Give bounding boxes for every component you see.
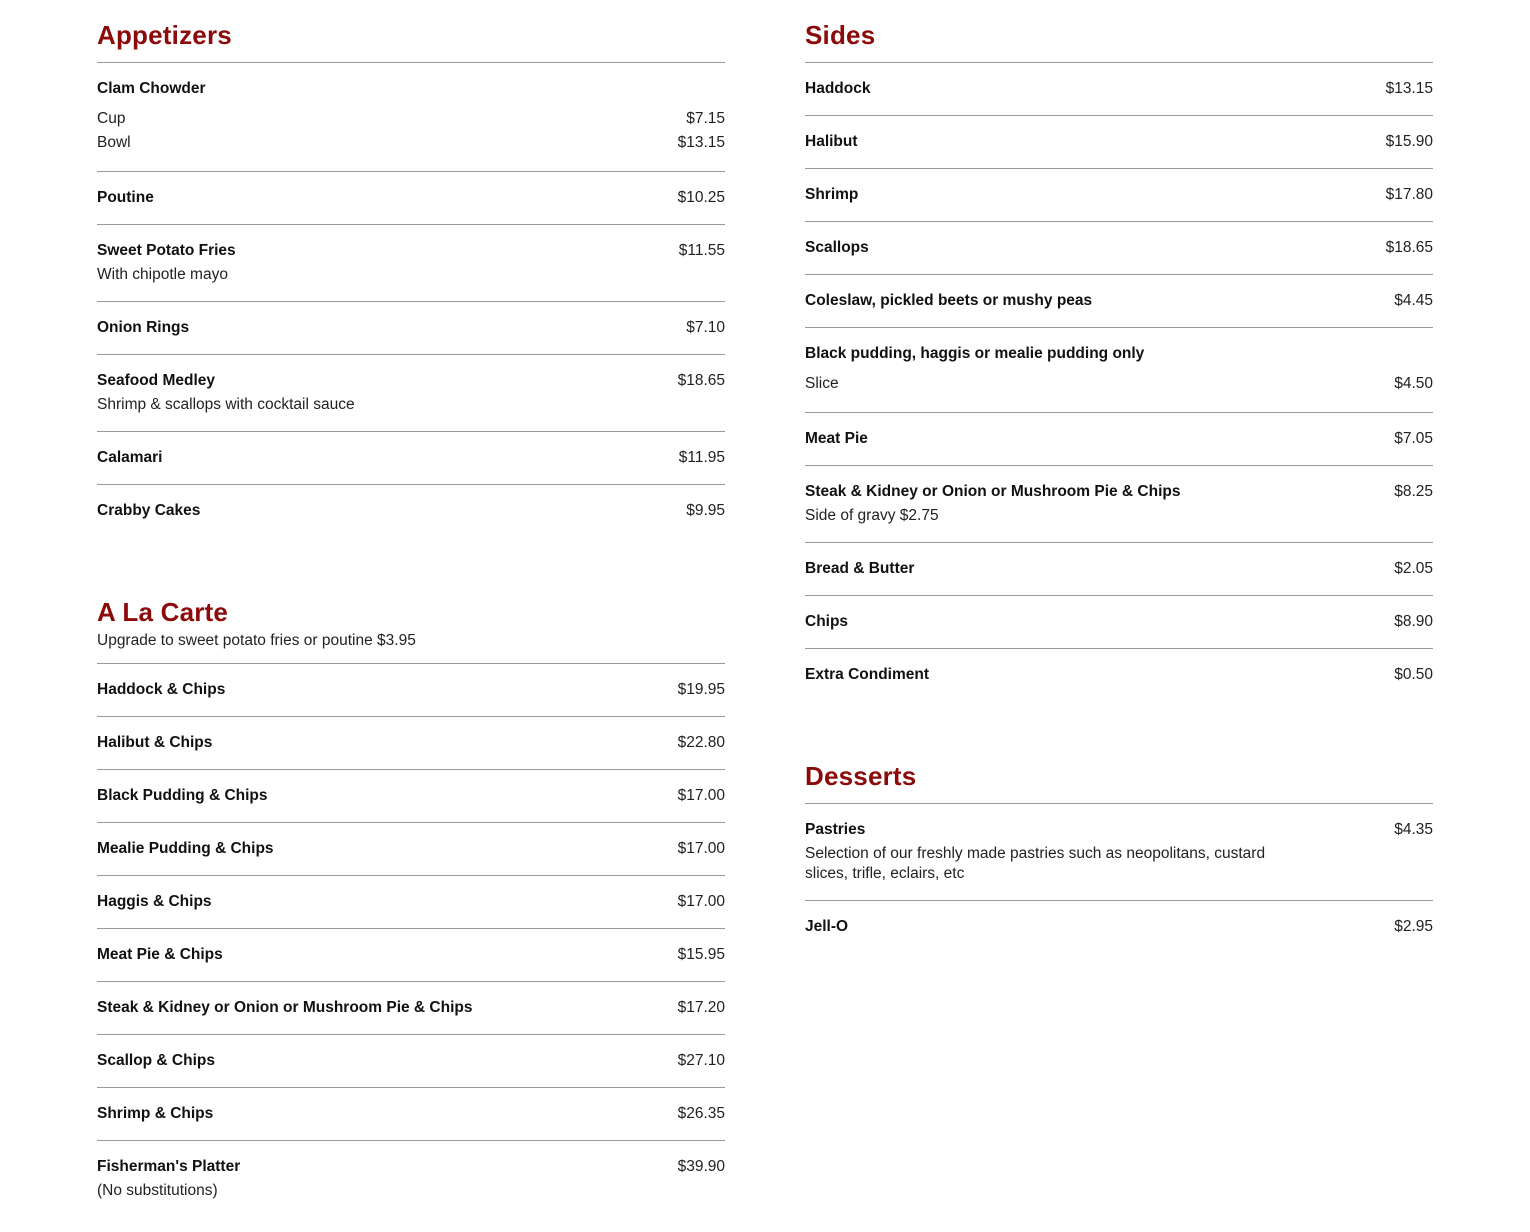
item-name: Scallops [805, 239, 869, 256]
menu-item [97, 770, 725, 823]
item-price: $18.65 [1385, 239, 1433, 256]
item-name: Jell-O [805, 918, 849, 935]
item-description: Selection of our freshly made pastries such as neopolitans, custard slices, trifle, eclairs, etc [805, 845, 1266, 882]
item-price: $2.95 [1394, 918, 1433, 935]
item-price: $0.50 [1394, 666, 1433, 683]
item-name: Shrimp & Chips [97, 1105, 214, 1122]
menu-item [805, 466, 1433, 543]
item-name: Crabby Cakes [97, 502, 201, 519]
item-price: $10.25 [677, 189, 725, 206]
item-name: Calamari [97, 449, 163, 466]
section-header [97, 20, 725, 63]
item-price: $8.90 [1394, 613, 1433, 630]
section-title-appetizers: Appetizers [97, 20, 232, 50]
item-name: Mealie Pudding & Chips [97, 840, 274, 857]
size-row [805, 372, 1433, 396]
item-name: Haddock [805, 80, 871, 97]
item-name: Meat Pie [805, 430, 868, 447]
item-price: $17.00 [677, 893, 725, 910]
menu-item [805, 116, 1433, 169]
section-title-a-la-carte: A La Carte [97, 597, 229, 627]
menu-item [97, 63, 725, 172]
item-price: $22.80 [677, 734, 725, 751]
item-description: Shrimp & scallops with cocktail sauce [97, 396, 355, 413]
item-name: Extra Condiment [805, 666, 930, 683]
item-name: Scallop & Chips [97, 1052, 215, 1069]
menu-item [97, 876, 725, 929]
section-appetizers [97, 20, 725, 537]
item-name: Steak & Kidney or Onion or Mushroom Pie & Chips [805, 483, 1181, 500]
menu-item [97, 717, 725, 770]
item-name: Haggis & Chips [97, 893, 212, 910]
menu-item [805, 901, 1433, 953]
menu-item [97, 823, 725, 876]
size-options [97, 107, 725, 155]
menu-item [97, 432, 725, 485]
item-price: $17.00 [677, 840, 725, 857]
section-header [805, 761, 1433, 804]
item-name: Clam Chowder [97, 80, 206, 97]
menu-item [805, 543, 1433, 596]
menu-item [97, 302, 725, 355]
section-header [805, 20, 1433, 63]
item-name: Seafood Medley [97, 372, 215, 389]
menu-item [805, 328, 1433, 413]
menu-item [805, 413, 1433, 466]
size-label: Bowl [97, 134, 131, 151]
menu-item [97, 1035, 725, 1088]
item-price: $7.05 [1394, 430, 1433, 447]
menu-item [97, 355, 725, 432]
item-price: $11.95 [678, 449, 725, 466]
menu-item [97, 982, 725, 1035]
section-desserts [805, 761, 1433, 953]
item-price: $17.20 [677, 999, 725, 1016]
size-label: Cup [97, 110, 126, 127]
section-title-desserts: Desserts [805, 761, 917, 791]
menu-item [805, 63, 1433, 116]
item-price: $39.90 [677, 1158, 725, 1175]
item-price: $15.90 [1385, 133, 1433, 150]
item-name: Coleslaw, pickled beets or mushy peas [805, 292, 1093, 309]
menu-item [805, 804, 1433, 901]
item-name: Shrimp [805, 186, 859, 203]
item-description: (No substitutions) [97, 1182, 218, 1199]
item-price: $2.05 [1394, 560, 1433, 577]
menu-item [97, 225, 725, 302]
item-name: Pastries [805, 821, 866, 838]
item-name: Haddock & Chips [97, 681, 226, 698]
menu-item [805, 169, 1433, 222]
menu-item [97, 1088, 725, 1141]
item-price: $7.10 [686, 319, 725, 336]
item-name: Meat Pie & Chips [97, 946, 223, 963]
item-price: $26.35 [677, 1105, 725, 1122]
item-price: $11.55 [678, 242, 725, 259]
item-price: $19.95 [677, 681, 725, 698]
size-label: Slice [805, 375, 839, 392]
item-name: Poutine [97, 189, 154, 206]
item-description: With chipotle mayo [97, 266, 228, 283]
section-note: Upgrade to sweet potato fries or poutine $3.95 [97, 632, 416, 649]
item-name: Steak & Kidney or Onion or Mushroom Pie & Chips [97, 999, 473, 1016]
item-name: Halibut & Chips [97, 734, 213, 751]
menu-item [97, 1141, 725, 1217]
menu-item [805, 222, 1433, 275]
section-a-la-carte [97, 597, 725, 1217]
menu-item [97, 664, 725, 717]
size-options [805, 372, 1433, 396]
section-header [97, 597, 725, 664]
menu-item [97, 485, 725, 537]
item-description: Side of gravy $2.75 [805, 507, 939, 524]
item-name: Bread & Butter [805, 560, 915, 577]
item-price: $18.65 [677, 372, 725, 389]
size-price: $13.15 [677, 134, 725, 151]
menu-item [805, 596, 1433, 649]
size-row [97, 131, 725, 155]
item-price: $8.25 [1394, 483, 1433, 500]
item-name: Sweet Potato Fries [97, 242, 236, 259]
menu-item [97, 929, 725, 982]
section-sides [805, 20, 1433, 701]
menu-item [97, 172, 725, 225]
item-price: $13.15 [1385, 80, 1433, 97]
item-price: $4.35 [1394, 821, 1433, 838]
size-price: $7.15 [686, 110, 725, 127]
menu-item [805, 275, 1433, 328]
item-price: $17.00 [677, 787, 725, 804]
section-title-sides: Sides [805, 20, 876, 50]
item-name: Black pudding, haggis or mealie pudding only [805, 345, 1145, 362]
item-price: $9.95 [686, 502, 725, 519]
item-name: Chips [805, 613, 849, 630]
item-price: $27.10 [677, 1052, 725, 1069]
item-price: $4.45 [1394, 292, 1433, 309]
size-price: $4.50 [1394, 375, 1433, 392]
item-price: $15.95 [677, 946, 725, 963]
item-name: Fisherman's Platter [97, 1158, 241, 1175]
item-name: Halibut [805, 133, 858, 150]
menu-item [805, 649, 1433, 701]
item-name: Black Pudding & Chips [97, 787, 268, 804]
size-row [97, 107, 725, 131]
item-price: $17.80 [1385, 186, 1433, 203]
item-name: Onion Rings [97, 319, 190, 336]
